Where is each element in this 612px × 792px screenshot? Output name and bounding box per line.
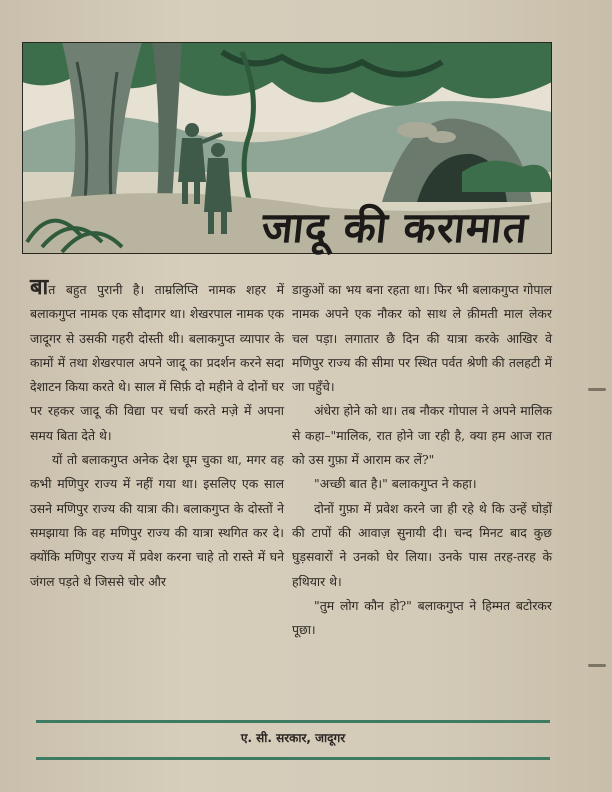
footer-rule-bottom xyxy=(36,757,550,760)
paragraph-5: "अच्छी बात है।" बलाकगुप्त ने कहा। xyxy=(314,476,477,492)
story-title-artwork xyxy=(250,196,540,264)
paragraph-2: यों तो बलाकगुप्त अनेक देश घूम चुका था, मगर वह कभी मणिपुर राज्य में नहीं गया था। इसलिए एक साल उसने मणिपुर राज्य की यात्रा की। बलाकगुप्त के दोस्तों ने समझाया कि वह मणिपुर राज्य की यात्रा स्थगित कर दे। क्योंकि मणिपुर राज्य में प्रवेश करना चाहे तो रास्ते में घने जंगल पड़ते थे जिससे चोर और xyxy=(30,452,284,589)
paragraph-1 xyxy=(30,275,284,448)
footer-rule-top xyxy=(36,720,550,723)
right-text-column xyxy=(292,278,552,642)
paragraph-6: दोनों गुफ़ा में प्रवेश करने जा ही रहे थे कि उन्हें घोड़ों की टापों की आवाज़ सुनायी दी। चन्द मिनट बाद कुछ घुड़सवारों ने उनको घेर लिया। उनके पास तरह-तरह के हथियार थे। xyxy=(292,500,552,589)
story-title: जादू की करामात xyxy=(259,203,531,252)
paragraph-4: अंधेरा होने को था। तब नौकर गोपाल ने अपने मालिक से कहा–"मालिक, रात होने जा रही है, क्या हम आज रात को उस गुफ़ा में आराम कर लें?" xyxy=(292,403,552,468)
page-edge-mark xyxy=(588,388,606,391)
page-edge-mark xyxy=(588,664,606,667)
author-credit: ए. सी. सरकार, जादूगर xyxy=(240,731,346,745)
paragraph-7: "तुम लोग कौन हो?" बलाकगुप्त ने हिम्मत बटोरकर पूछा। xyxy=(292,597,552,638)
paragraph-1-text: त बहुत पुरानी है। ताम्रलिप्ति नामक शहर में बलाकगुप्त नामक एक सौदागर था। शेखरपाल नामक एक जादूगर से उसकी गहरी दोस्ती थी। बलाकगुप्त व्यापार के कामों में तथा शेखरपाल अपने जादू का प्रदर्शन करने सदा देशाटन किया करते थे। साल में सिर्फ़ दो महीने वे दोनों घर पर रहकर जादू की विद्या पर चर्चा करते मज़े में अपना समय बिता देते थे। xyxy=(30,282,284,443)
paragraph-3: डाकुओं का भय बना रहता था। फिर भी बलाकगुप्त गोपाल नामक अपने एक नौकर को साथ ले क़ीमती माल लेकर चल पड़ा। लगातार छै दिन की यात्रा करके आखिर वे मणिपुर राज्य की सीमा पर स्थित पर्वत श्रेणी की तलहटी में जा पहुँचे। xyxy=(292,282,552,395)
left-text-column xyxy=(30,275,284,594)
dropcap-letter: बा xyxy=(30,275,49,300)
